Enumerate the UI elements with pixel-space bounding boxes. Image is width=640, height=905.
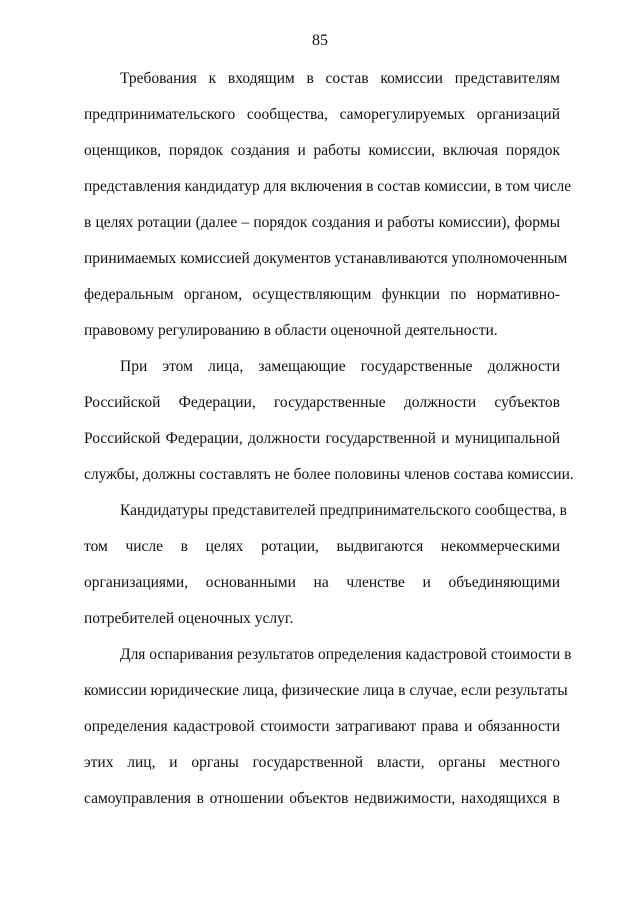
text-line: Российской Федерации, должности государственной и муниципальной — [84, 430, 560, 447]
text-line: представления кандидатур для включения в состав комиссии, в том числе — [84, 178, 572, 195]
text-line: Кандидатуры представителей предпринимательского сообщества, в — [120, 502, 567, 519]
text-line: комиссии юридические лица, физические лица в случае, если результаты — [84, 682, 568, 699]
text-line: федеральным органом, осуществляющим функции по нормативно- — [84, 286, 560, 303]
text-line: Требования к входящим в состав комиссии представителям — [120, 70, 560, 87]
text-line: При этом лица, замещающие государственные должности — [120, 358, 560, 375]
text-line: Российской Федерации, государственные должности субъектов — [84, 394, 560, 411]
text-line: оценщиков, порядок создания и работы комиссии, включая порядок — [84, 142, 560, 159]
text-line: Для оспаривания результатов определения кадастровой стоимости в — [120, 646, 572, 663]
text-line: организациями, основанными на членстве и объединяющими — [84, 574, 560, 591]
text-line: в целях ротации (далее – порядок создания и работы комиссии), формы — [84, 214, 560, 231]
paragraph — [84, 501, 567, 645]
paragraph — [84, 645, 572, 825]
document-body — [84, 69, 574, 825]
text-line: службы, должны составлять не более половины членов состава комиссии. — [84, 466, 574, 483]
text-line: предпринимательского сообщества, саморегулируемых организаций — [84, 106, 560, 123]
text-line: том числе в целях ротации, выдвигаются некоммерческими — [84, 538, 560, 555]
page-number: 85 — [312, 32, 328, 49]
text-line: определения кадастровой стоимости затрагивают права и обязанности — [84, 718, 560, 735]
text-line: самоуправления в отношении объектов недвижимости, находящихся в — [84, 790, 560, 807]
text-line: потребителей оценочных услуг. — [84, 610, 294, 627]
text-line: правовому регулированию в области оценочной деятельности. — [84, 322, 498, 339]
text-line: принимаемых комиссией документов устанавливаются уполномоченным — [84, 250, 568, 267]
text-line: этих лиц, и органы государственной власти, органы местного — [84, 754, 560, 771]
paragraph — [84, 69, 572, 357]
paragraph — [84, 357, 574, 501]
